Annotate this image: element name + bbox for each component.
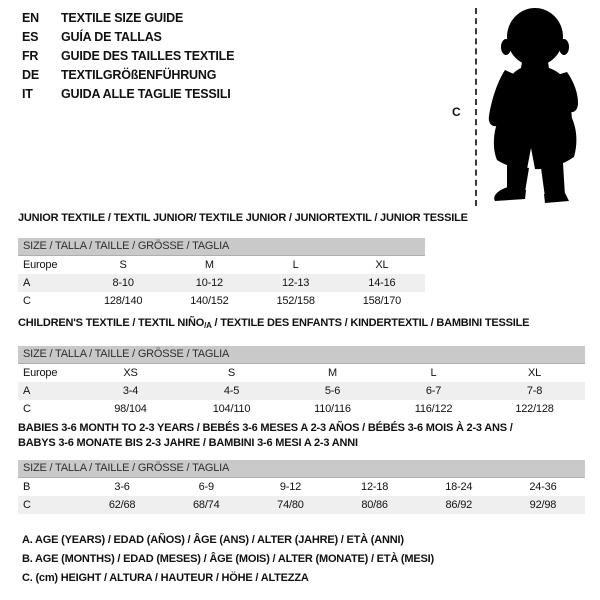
table-cell: M <box>328 367 337 379</box>
table-cell: 158/170 <box>362 295 402 307</box>
table-cell: M <box>204 259 214 271</box>
section-junior-textile <box>18 211 468 310</box>
footnote-b: B. AGE (MONTHS) / EDAD (MESES) / ÂGE (MOIS) / ALTER (MONATE) / ETÀ (MESI) <box>22 553 434 565</box>
table-cell: 104/110 <box>212 403 251 415</box>
table-row-age-months <box>18 478 585 496</box>
language-label: GUIDA ALLE TAGLIE TESSILI <box>61 87 231 101</box>
row-label: Europe <box>23 367 58 379</box>
table-cell: 12-18 <box>361 481 389 493</box>
language-label: TEXTILGRÖßENFÜHRUNG <box>61 68 217 82</box>
footnote-a: A. AGE (YEARS) / EDAD (AÑOS) / ÂGE (ANS) / ALTER (JAHRE) / ETÀ (ANNI) <box>22 534 404 546</box>
junior-table-title: JUNIOR TEXTILE / TEXTIL JUNIOR/ TEXTILE JUNIOR / JUNIORTEXTIL / JUNIOR TESSILE <box>18 212 468 224</box>
table-cell: 92/98 <box>529 499 557 511</box>
section-childrens-textile <box>18 316 585 418</box>
table-cell: L <box>430 367 437 379</box>
table-cell: 152/158 <box>276 295 315 307</box>
language-code: IT <box>22 87 33 101</box>
row-label: C <box>23 403 31 415</box>
table-cell: XL <box>375 259 389 271</box>
title-subscript: /A <box>204 321 212 330</box>
row-label: A <box>23 385 31 397</box>
table-cell: 80/86 <box>361 499 388 511</box>
language-row-it <box>22 85 234 104</box>
table-cell: 140/152 <box>190 295 229 307</box>
table-cell: 4-5 <box>223 385 240 397</box>
title-part: / TEXTILE DES ENFANTS / KINDERTEXTIL / BAMBINI TESSILE <box>211 317 530 329</box>
row-label: Europe <box>23 259 58 271</box>
row-label: C <box>23 295 31 307</box>
language-label: GUIDE DES TAILLES TEXTILE <box>61 49 235 63</box>
language-code: DE <box>22 68 39 82</box>
table-cell: 10-12 <box>195 277 223 289</box>
language-row-en <box>22 9 234 28</box>
table-cell: L <box>292 259 299 271</box>
language-list <box>22 9 234 104</box>
junior-size-header-bar: SIZE / TALLA / TAILLE / GRÖSSE / TAGLIA <box>18 238 425 256</box>
table-row-age <box>18 382 585 400</box>
table-cell: 14-16 <box>368 277 396 289</box>
table-cell: 9-12 <box>279 481 302 493</box>
table-cell: 68/74 <box>192 499 220 511</box>
table-cell: 110/116 <box>314 403 351 415</box>
table-cell: 7-8 <box>526 385 543 397</box>
toddler-silhouette-icon <box>481 6 593 208</box>
table-cell: S <box>119 259 127 271</box>
table-cell: 6-9 <box>198 481 214 493</box>
babies-table-title <box>18 421 585 451</box>
babies-size-header-bar: SIZE / TALLA / TAILLE / GRÖSSE / TAGLIA <box>18 460 585 478</box>
table-row-height <box>18 292 425 310</box>
language-code: ES <box>22 30 39 44</box>
table-cell: 116/122 <box>414 403 453 415</box>
table-cell: 3-4 <box>122 385 139 397</box>
table-cell: 122/128 <box>515 403 554 415</box>
height-measure-dashed-line <box>475 8 477 206</box>
table-row-europe <box>18 364 585 382</box>
table-cell: 98/104 <box>114 403 147 415</box>
table-cell: XL <box>527 367 542 379</box>
table-row-height <box>18 400 585 418</box>
language-row-es <box>22 28 234 47</box>
height-measure-label: C <box>452 105 461 119</box>
childrens-size-header-bar: SIZE / TALLA / TAILLE / GRÖSSE / TAGLIA <box>18 346 585 364</box>
row-label: C <box>23 499 31 511</box>
table-cell: 8-10 <box>112 277 134 289</box>
footnotes <box>22 531 434 588</box>
table-cell: 6-7 <box>425 385 442 397</box>
section-babies-textile <box>18 421 585 514</box>
table-cell: 62/68 <box>108 499 136 511</box>
table-row-height <box>18 496 585 514</box>
babies-title-line2: BABYS 3-6 MONATE BIS 2-3 JAHRE / BAMBINI 3-6 MESI A 2-3 ANNI <box>18 437 358 449</box>
table-cell: 24-36 <box>529 481 557 493</box>
table-cell: S <box>227 367 236 379</box>
language-row-de <box>22 66 234 85</box>
childrens-table-title <box>18 316 585 333</box>
table-cell: 5-6 <box>324 385 341 397</box>
language-code: FR <box>22 49 39 63</box>
table-cell: 12-13 <box>282 277 310 289</box>
table-cell: 18-24 <box>445 481 473 493</box>
table-cell: 74/80 <box>277 499 304 511</box>
title-part: CHILDREN'S TEXTILE / TEXTIL NIÑO <box>18 317 205 329</box>
language-row-fr <box>22 47 234 66</box>
table-cell: 86/92 <box>445 499 473 511</box>
language-code: EN <box>22 11 39 25</box>
footnote-c: C. (cm) HEIGHT / ALTURA / HAUTEUR / HÖHE / ALTEZZA <box>22 572 309 584</box>
table-cell: 3-6 <box>114 481 130 493</box>
table-cell: XS <box>123 367 138 379</box>
language-label: GUÍA DE TALLAS <box>61 30 162 44</box>
row-label: B <box>23 481 31 493</box>
language-label: TEXTILE SIZE GUIDE <box>61 11 184 25</box>
row-label: A <box>23 277 31 289</box>
table-row-europe <box>18 256 425 274</box>
babies-title-line1: BABIES 3-6 MONTH TO 2-3 YEARS / BEBÉS 3-6 MESES A 2-3 AÑOS / BÉBÉS 3-6 MOIS À 2-3 ANS / <box>18 422 513 434</box>
table-row-age <box>18 274 425 292</box>
table-cell: 128/140 <box>103 295 143 307</box>
